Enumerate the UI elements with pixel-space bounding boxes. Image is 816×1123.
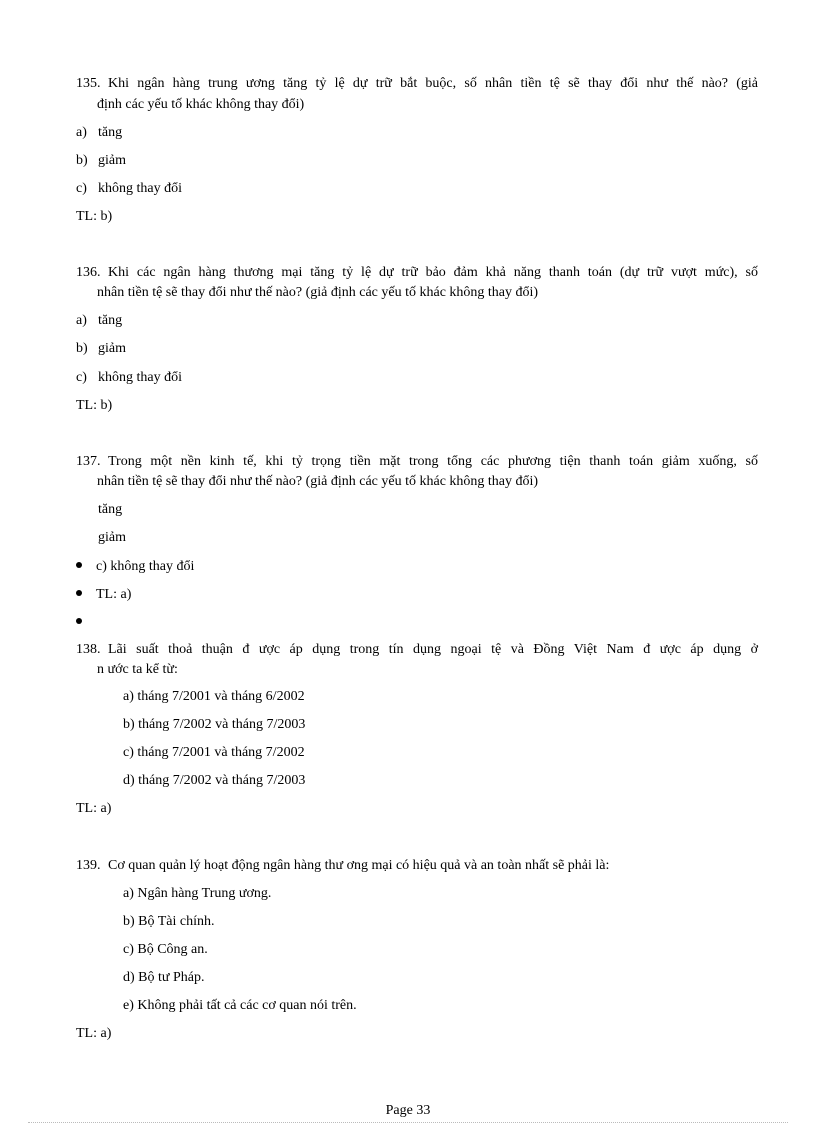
question-number: 139. xyxy=(76,858,101,873)
answer: TL: b) xyxy=(76,398,113,413)
option-text: giảm xyxy=(98,530,126,545)
bullet-item xyxy=(76,559,194,575)
option-d: d) tháng 7/2002 và tháng 7/2003 xyxy=(123,773,306,788)
option-label: c) xyxy=(76,181,87,196)
option-text: tăng xyxy=(98,125,123,140)
page-number: Page 33 xyxy=(385,1103,431,1118)
option-b: b) Bộ Tài chính. xyxy=(123,914,215,929)
option-c xyxy=(76,181,182,197)
option-label: a) xyxy=(76,313,87,328)
question-text-line2: nhân tiền tệ sẽ thay đổi như thế nào? (giả định các yếu tố khác không thay đổi) xyxy=(97,474,539,489)
option-a: a) Ngân hàng Trung ương. xyxy=(123,886,272,901)
bullet-text: c) không thay đổi xyxy=(96,559,195,574)
answer: TL: a) xyxy=(76,801,112,816)
question-text-line1: Lãi suất thoả thuận đ ược áp dụng trong tín dụng ngoại tệ và Đồng Việt Nam đ ược áp dụng ở xyxy=(108,642,758,657)
option-label: b) xyxy=(76,153,88,168)
option-c: c) tháng 7/2001 và tháng 7/2002 xyxy=(123,745,305,760)
option-a xyxy=(76,313,122,329)
option-text: giảm xyxy=(98,153,126,168)
option-a xyxy=(76,125,122,141)
question-text-line1: Trong một nền kinh tế, khi tỷ trọng tiền mặt trong tổng các phương tiện thanh toán giảm xuống, số xyxy=(108,454,758,469)
bullet-item xyxy=(76,615,96,631)
option-b: b) tháng 7/2002 và tháng 7/2003 xyxy=(123,717,306,732)
bullet-text: TL: a) xyxy=(96,587,132,602)
bullet-item xyxy=(76,587,131,603)
option-c: c) Bộ Công an. xyxy=(123,942,208,957)
question-text-line2: định các yếu tố khác không thay đổi) xyxy=(97,97,305,112)
question-number: 136. xyxy=(76,265,101,280)
option-b xyxy=(76,341,126,357)
question-number: 137. xyxy=(76,454,101,469)
option-text: không thay đổi xyxy=(98,370,182,385)
question-text-line2: nhân tiền tệ sẽ thay đổi như thế nào? (giả định các yếu tố khác không thay đổi) xyxy=(97,285,539,300)
option-c xyxy=(76,370,182,386)
option-label: b) xyxy=(76,341,88,356)
bullet-icon xyxy=(76,562,82,568)
option-text: không thay đổi xyxy=(98,181,182,196)
answer: TL: b) xyxy=(76,209,113,224)
option-label: a) xyxy=(76,125,87,140)
question-number: 135. xyxy=(76,76,101,91)
question-number: 138. xyxy=(76,642,101,657)
option-a: a) tháng 7/2001 và tháng 6/2002 xyxy=(123,689,305,704)
option-e: e) Không phải tất cả các cơ quan nói trên. xyxy=(123,998,357,1013)
option-d: d) Bộ tư Pháp. xyxy=(123,970,205,985)
option-label: c) xyxy=(76,370,87,385)
bullet-icon xyxy=(76,590,82,596)
option-b xyxy=(76,153,126,169)
question-text-line1: Khi các ngân hàng thương mại tăng tỷ lệ dự trữ bảo đảm khả năng thanh toán (dự trữ vượt mức), số xyxy=(108,265,758,280)
option-text: tăng xyxy=(98,502,123,517)
answer: TL: a) xyxy=(76,1026,112,1041)
option-text: giảm xyxy=(98,341,126,356)
question-text-line1: Khi ngân hàng trung ương tăng tỷ lệ dự trữ bắt buộc, số nhân tiền tệ sẽ thay đổi như thế nào? (giả xyxy=(108,76,758,91)
bullet-icon xyxy=(76,618,82,624)
question-text-line2: n ước ta kể từ: xyxy=(97,662,178,677)
option-text: tăng xyxy=(98,313,123,328)
question-text-line1: Cơ quan quản lý hoạt động ngân hàng thư ơng mại có hiệu quả và an toàn nhất sẽ phải là: xyxy=(108,858,610,873)
